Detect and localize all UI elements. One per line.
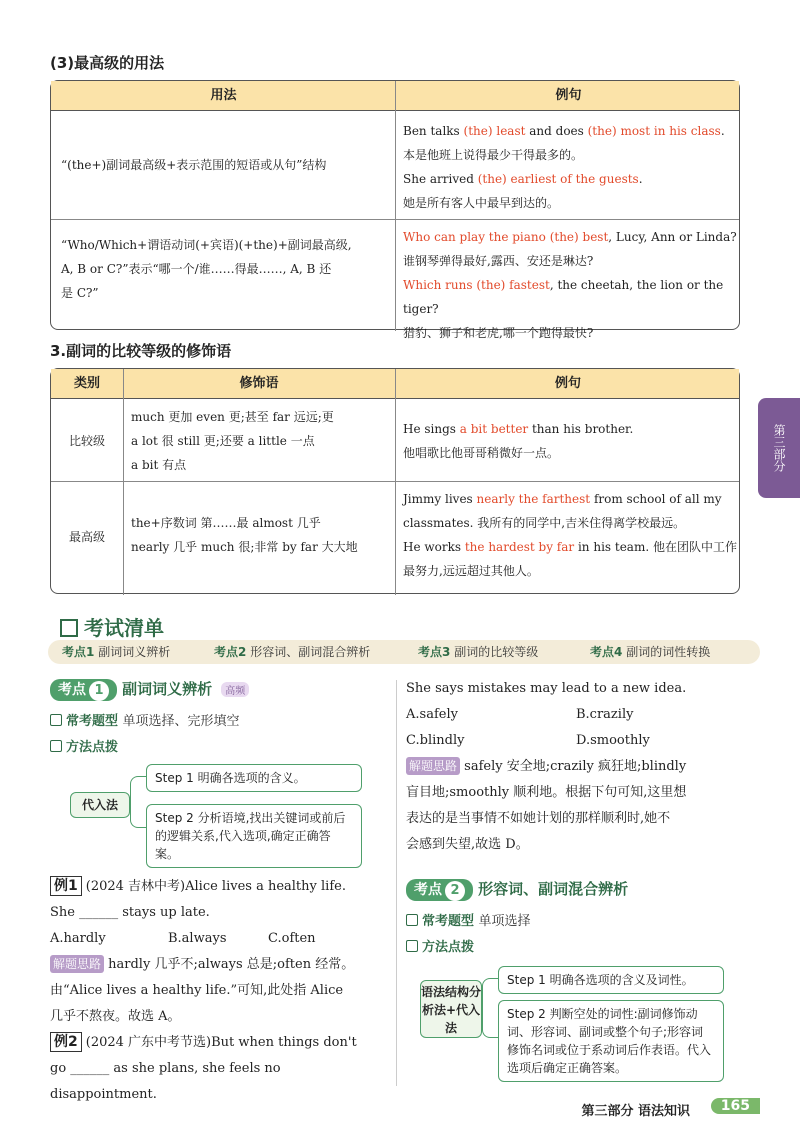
kp1-question-type: 常考题型 单项选择、完形填空 <box>50 710 240 729</box>
usage-cell-1: “(the+)副词最高级+表示范围的短语或从句”结构 <box>61 158 327 172</box>
section-heading-superlative: (3)最高级的用法 <box>50 54 165 72</box>
solution-tag: 解题思路 <box>406 757 460 775</box>
checklist-item-4[interactable]: 考点4 副词的词性转换 <box>590 645 711 659</box>
method-icon <box>50 740 62 752</box>
checkbox-icon <box>60 619 78 637</box>
checklist-item-2[interactable]: 考点2 形容词、副词混合辨析 <box>214 645 371 659</box>
header-example: 例句 <box>554 376 581 391</box>
question-type-icon <box>50 714 62 726</box>
frequency-badge: 高频 <box>221 682 249 697</box>
kp2-method: 方法点拨 <box>406 936 474 955</box>
kp1-step1: Step 1 明确各选项的含义。 <box>146 764 362 792</box>
header-modifier: 修饰语 <box>239 376 279 391</box>
modifier-table <box>50 368 740 594</box>
kp1-heading <box>50 678 249 701</box>
usage-cell-2: “Who/Which+谓语动词(+宾语)(+the)+副词最高级, A, B or C?”表示“哪一个/谁……得最……, A, B 还 是 C?” <box>61 238 352 300</box>
method-icon <box>406 940 418 952</box>
page-footer: 第三部分 语法知识 <box>581 1104 690 1119</box>
kp1-method-key: 代入法 <box>70 792 130 818</box>
question-type-icon <box>406 914 418 926</box>
example-tag: 例1 <box>50 876 82 896</box>
example-cell-4: Jimmy lives nearly the farthest from school of all my classmates. 我所有的同学中,吉米住得离学校最远。 He works the hardest by far in his team. 他在团队中工作 最努力,远远超过其他人。 <box>403 492 737 578</box>
checklist-item-1[interactable]: 考点1 副词词义辨析 <box>62 645 171 659</box>
kp2-step1: Step 1 明确各选项的含义及词性。 <box>498 966 724 994</box>
example-tag: 例2 <box>50 1032 82 1052</box>
kp-tag: 考点 1 <box>50 679 117 701</box>
category-cell-1: 比较级 <box>68 434 105 448</box>
example-2-continued: She says mistakes may lead to a new idea. A.safely B.crazily C.blindly D.smoothly 解题思路 safely 安全地;crazily 疯狂地;blindly 盲目地;smoothly 顺利地。根据下句可知,这里想 表达的是当事情不如她计划的那样顺利时,她不 会感到失望,故选 D。 <box>406 681 687 852</box>
kp1-method: 方法点拨 <box>50 736 118 755</box>
flow-bracket <box>130 776 146 828</box>
kp2-question-type: 常考题型 单项选择 <box>406 910 531 929</box>
kp1-step2: Step 2 分析语境,找出关键词或前后的逻辑关系,代入选项,确定正确答案。 <box>146 804 362 868</box>
kp2-step2: Step 2 判断空处的词性:副词修饰动词、形容词、副词或整个句子;形容词修饰名词或位于系动词后作表语。代入选项后确定正确答案。 <box>498 1000 724 1082</box>
header-usage: 用法 <box>210 88 237 103</box>
kp2-method-key: 语法结构分析法+代入法 <box>420 980 482 1038</box>
page-number: 165 <box>711 1098 760 1114</box>
example-1: 例1 (2024 吉林中考)Alice lives a healthy life. She ______ stays up late. A.hardly B.always C.often 解题思路 hardly 几乎不;always 总是;often 经常。 由“Alice lives a healthy life.”可知,此处指 Alice 几乎不熬夜。故选 A。 例2 (2024 广东中考节选)But when things don't go ______ as she plans, she feels no disappointment. <box>50 878 357 1102</box>
kp2-heading <box>406 878 628 901</box>
example-cell-3: He sings a bit better than his brother. 他唱歌比他哥哥稍微好一点。 <box>403 422 634 460</box>
kp-tag: 考点 2 <box>406 879 473 901</box>
column-divider <box>396 680 397 1086</box>
kp2-title: 形容词、副词混合辨析 <box>478 880 629 898</box>
superlative-table <box>50 80 740 340</box>
checklist-title: 考试清单 <box>60 612 164 641</box>
example-cell-2: Who can play the piano (the) best, Lucy, Ann or Linda? 谁钢琴弹得最好,露西、安还是琳达? Which runs (the) fastest, the cheetah, the lion or the tiger? 猎豹、狮子和老虎,哪一个跑得最快? <box>403 230 737 340</box>
kp1-title: 副词词义辨析 <box>122 680 213 698</box>
header-example: 例句 <box>555 88 582 103</box>
category-cell-2: 最高级 <box>68 530 105 544</box>
flow-bracket <box>482 978 498 1038</box>
part-side-tab[interactable]: 第三部分 <box>758 398 800 498</box>
section-heading-modifiers: 3.副词的比较等级的修饰语 <box>50 342 232 360</box>
example-cell-1: Ben talks (the) least and does (the) most in his class. 本是他班上说得最少干得最多的。 She arrived (the) earliest of the guests. 她是所有客人中最早到达的。 <box>403 124 725 210</box>
header-category: 类别 <box>73 376 100 391</box>
modifier-cell-1: much 更加 even 更;甚至 far 远远;更 a lot 很 still 更;还要 a little 一点 a bit 有点 <box>131 410 334 472</box>
solution-tag: 解题思路 <box>50 955 104 973</box>
modifier-cell-2: the+序数词 第……最 almost 几乎 nearly 几乎 much 很;非常 by far 大大地 <box>131 516 358 554</box>
checklist-item-3[interactable]: 考点3 副词的比较等级 <box>418 645 539 659</box>
